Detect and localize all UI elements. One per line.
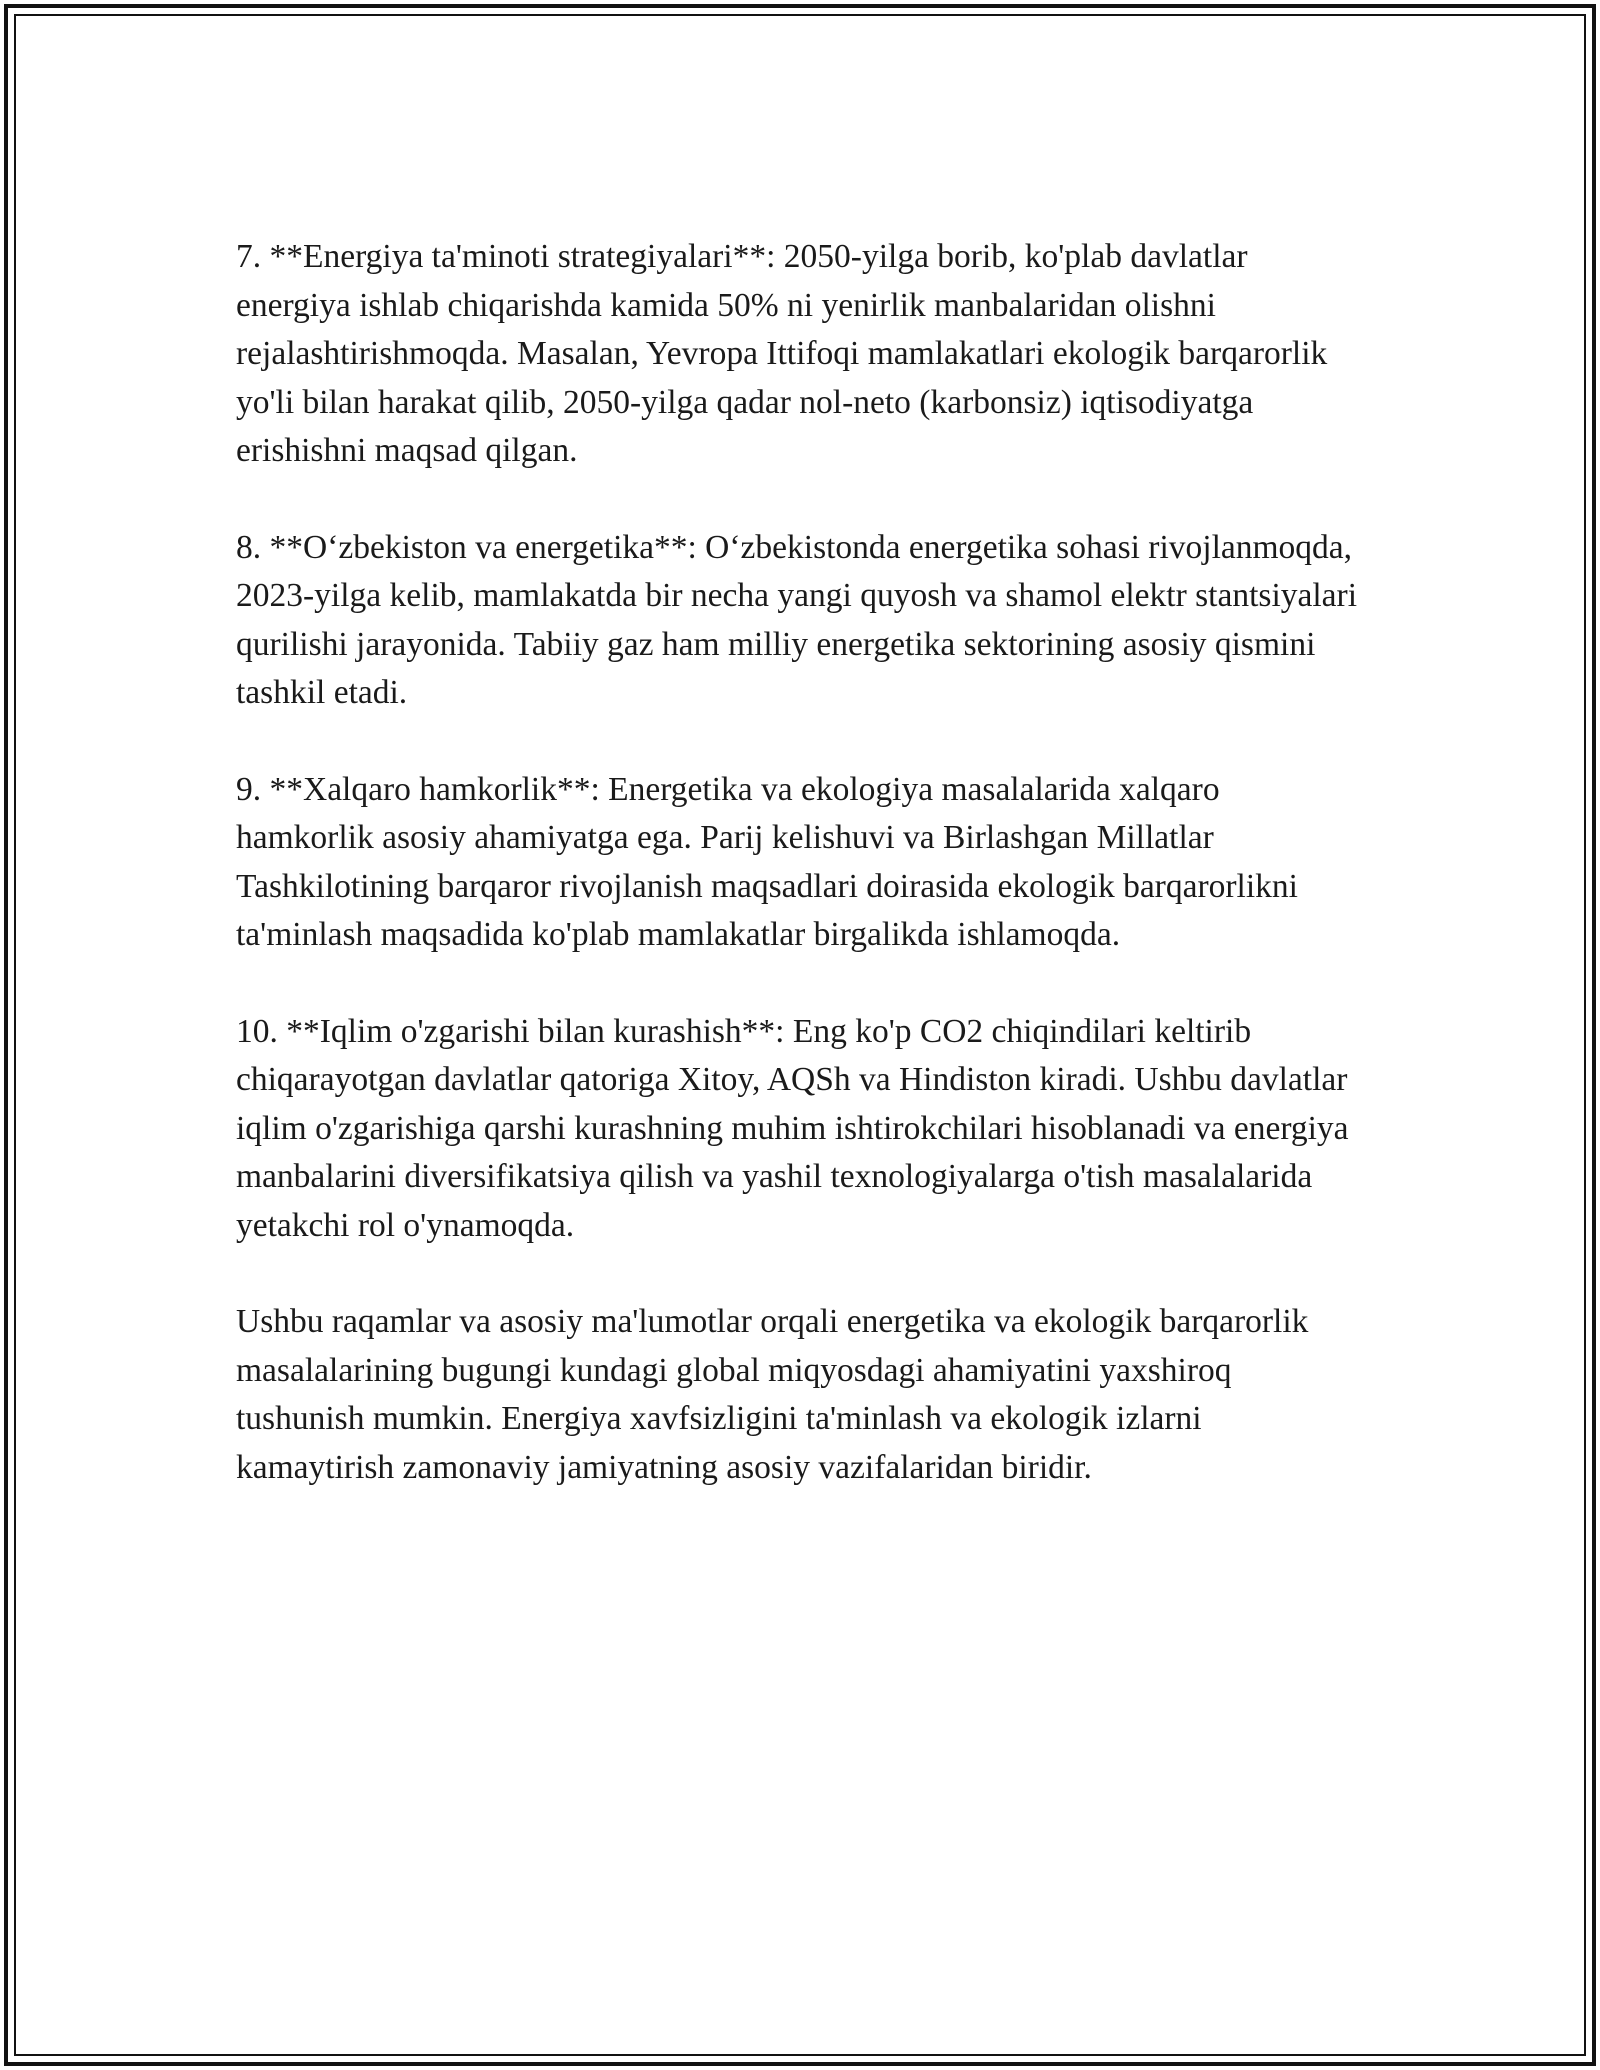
paragraph-uzbekistan-energy: 8. **Oʻzbekiston va energetika**: Oʻzbekistonda energetika sohasi rivojlanmoqda, 2023-yilga kelib, mamlakatda bir necha yangi quyosh va shamol elektr stantsiyalari qurilishi jarayonida. Tabiiy gaz ham milliy energetika sektorining asosiy qismini tashkil etadi. xyxy=(236,528,1358,711)
paragraph-conclusion: Ushbu raqamlar va asosiy ma'lumotlar orqali energetika va ekologik barqarorlik masalalarining bugungi kundagi global miqyosdagi ahamiyatini yaxshiroq tushunish mumkin. Energiya xavfsizligini ta'minlash va ekologik izlarni kamaytirish zamonaviy jamiyatning asosiy vazifalaridan biridir. xyxy=(236,1303,1309,1486)
paragraph-international-cooperation: 9. **Xalqaro hamkorlik**: Energetika va ekologiya masalalarida xalqaro hamkorlik asosiy ahamiyatga ega. Parij kelishuvi va Birlashgan Millatlar Tashkilotining barqaror rivojlanish maqsadlari doirasida ekologik barqarorlikni ta'minlash maqsadida ko'plab mamlakatlar birgalikda ishlamoqda. xyxy=(236,770,1298,953)
document-body xyxy=(236,233,1364,1492)
paragraph-climate-change: 10. **Iqlim o'zgarishi bilan kurashish**: Eng ko'p CO2 chiqindilari keltirib chiqarayotgan davlatlar qatoriga Xitoy, AQSh va Hindiston kiradi. Ushbu davlatlar iqlim o'zgarishiga qarshi kurashning muhim ishtirokchilari hisoblanadi va energiya manbalarini diversifikatsiya qilish va yashil texnologiyalarga o'tish masalalarida yetakchi rol o'ynamoqda. xyxy=(236,1012,1349,1244)
paragraph-energy-supply-strategies: 7. **Energiya ta'minoti strategiyalari**: 2050-yilga borib, ko'plab davlatlar energiya ishlab chiqarishda kamida 50% ni yenirlik manbalaridan olishni rejalashtirishmoqda. Masalan, Yevropa Ittifoqi mamlakatlari ekologik barqarorlik yo'li bilan harakat qilib, 2050-yilga qadar nol-neto (karbonsiz) iqtisodiyatga erishishni maqsad qilgan. xyxy=(236,238,1328,469)
